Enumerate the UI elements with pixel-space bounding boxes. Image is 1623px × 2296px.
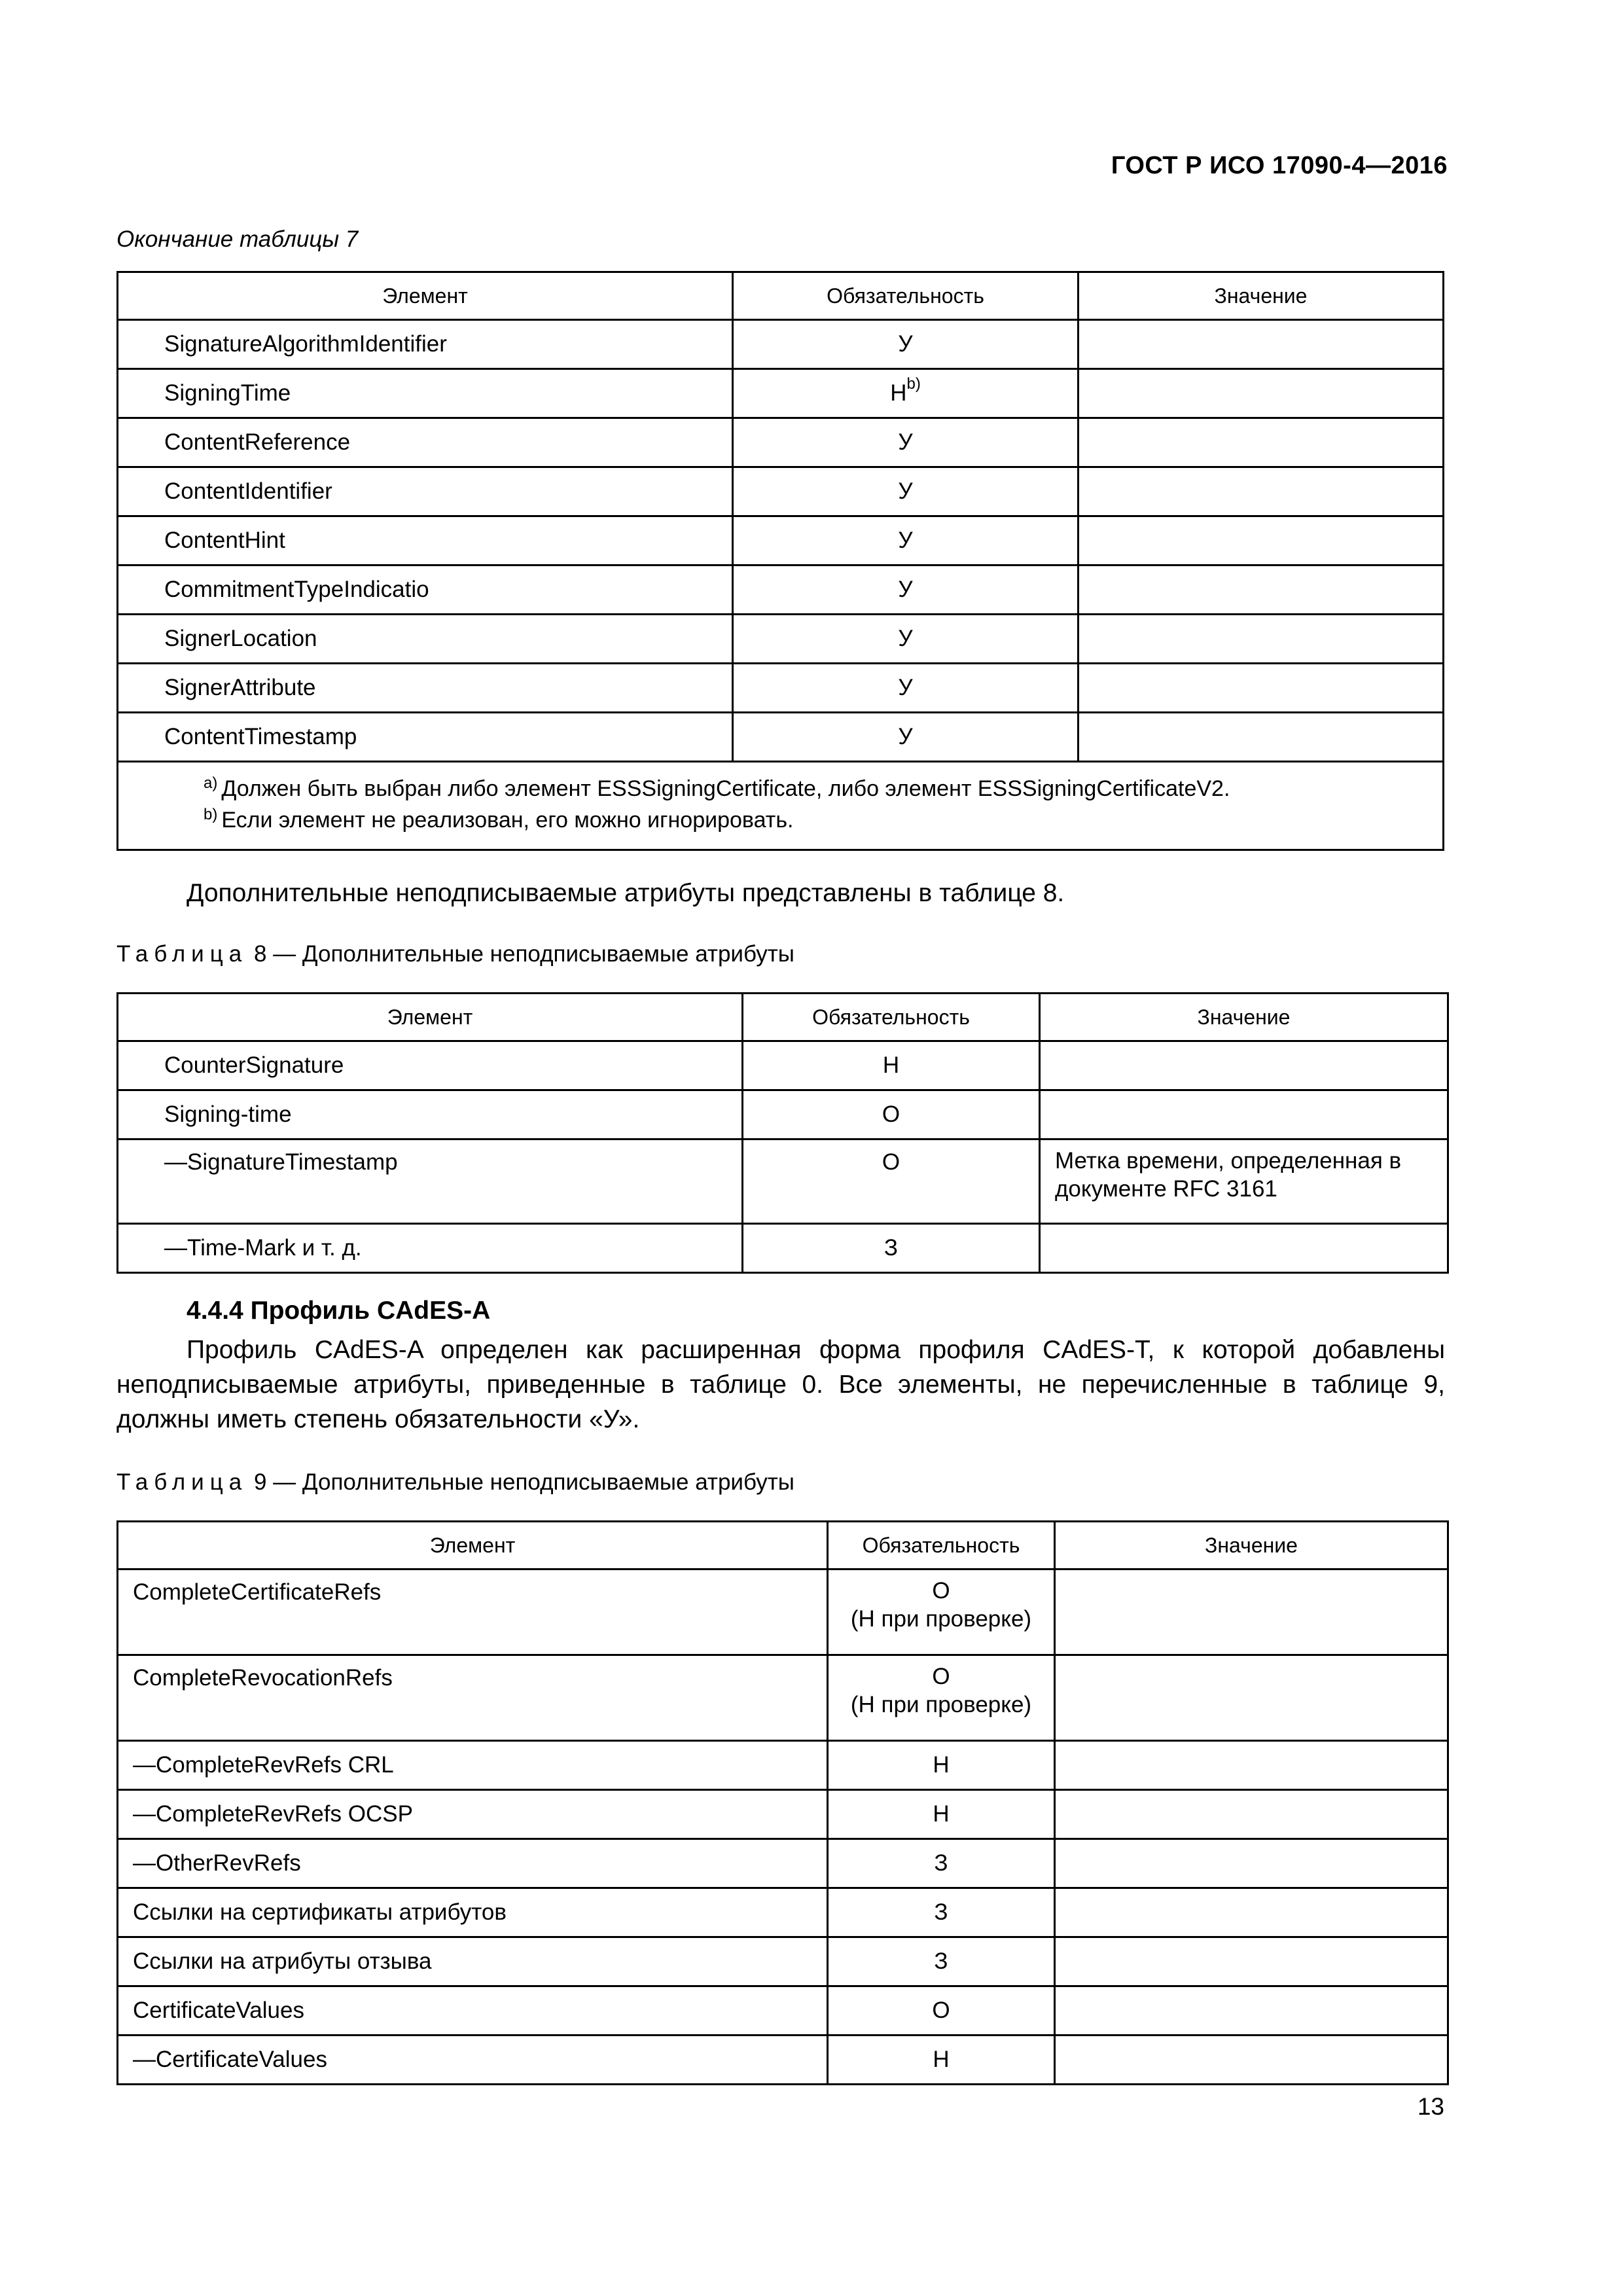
obligation-line: (Н при проверке) [850,1692,1032,1717]
footnote [204,774,1442,806]
table-row [118,713,1444,762]
column-header-obligation: Обязательность [733,272,1079,320]
table-caption [116,1469,794,1496]
element-cell: —CompleteRevRefs CRL [118,1741,828,1790]
value-cell [1040,1090,1448,1139]
element-cell: —Time-Mark и т. д. [118,1224,743,1273]
column-header-element: Элемент [118,994,743,1041]
obligation-cell [828,1570,1055,1655]
obligation-cell: У [733,713,1079,762]
footnote-mark: a) [204,774,218,792]
element-cell: CommitmentTypeIndicatio [118,565,733,615]
value-cell [1079,516,1444,565]
obligation-cell: У [733,565,1079,615]
table-9 [116,1520,1449,2085]
element-cell: ContentIdentifier [118,467,733,516]
element-cell: Ссылки на сертификаты атрибутов [118,1888,828,1937]
element-cell: ContentTimestamp [118,713,733,762]
value-line: документе RFC 3161 [1055,1176,1277,1202]
obligation-cell: Н [743,1041,1040,1090]
table-caption-word: Таблица [116,1469,248,1495]
value-line: Метка времени, определенная в [1055,1148,1402,1174]
table-row [118,1570,1448,1655]
value-cell [1079,467,1444,516]
table-7 [116,271,1444,851]
table-row [118,320,1444,369]
column-header-value: Значение [1055,1522,1448,1570]
table-notes-row [118,762,1444,850]
table-caption [116,941,794,967]
element-cell: ContentReference [118,418,733,467]
footnote-text: Если элемент не реализован, его можно игнорировать. [221,808,794,833]
element-cell: Signing-time [118,1090,743,1139]
element-cell: SignerAttribute [118,664,733,713]
obligation-line: О [932,1664,950,1689]
obligation-cell: З [828,1839,1055,1888]
value-cell [1079,615,1444,664]
value-cell [1055,2036,1448,2085]
table-row [118,1090,1448,1139]
table-row [118,516,1444,565]
table-row [118,565,1444,615]
obligation-cell: О [743,1139,1040,1224]
obligation-cell: З [743,1224,1040,1273]
value-cell [1079,565,1444,615]
obligation-cell: У [733,615,1079,664]
value-cell [1055,1888,1448,1937]
value-cell [1079,320,1444,369]
obligation-cell: У [733,418,1079,467]
obligation-cell: З [828,1888,1055,1937]
element-cell: ContentHint [118,516,733,565]
table-row [118,369,1444,418]
table-caption-title: 9 — Дополнительные неподписываемые атрибуты [253,1469,794,1495]
obligation-text: Н [890,380,907,406]
column-header-obligation: Обязательность [743,994,1040,1041]
table-row [118,1937,1448,1986]
table-row [118,2036,1448,2085]
obligation-cell: Н [828,2036,1055,2085]
section-body: Профиль CAdES-A определен как расширенная форма профиля CAdES-T, к которой добавлены неподписываемые атрибуты, приведенные в таблице 0. Все элементы, не перечисленные в таблице 9, должны иметь степень обязательности «У». [116,1336,1445,1433]
table-header-row [118,1522,1448,1570]
table-row [118,1655,1448,1741]
table-header-row [118,272,1444,320]
value-cell [1040,1224,1448,1273]
obligation-cell: Н [828,1741,1055,1790]
value-cell [1055,1937,1448,1986]
table-row [118,1790,1448,1839]
value-cell [1040,1041,1448,1090]
table-notes [118,762,1444,850]
table-caption-title: 8 — Дополнительные неподписываемые атрибуты [253,941,794,967]
value-cell [1079,713,1444,762]
obligation-cell: У [733,320,1079,369]
footnote-text: Должен быть выбран либо элемент ESSSigningCertificate, либо элемент ESSSigningCertificateV2. [221,776,1230,801]
page-number: 13 [1417,2093,1444,2120]
value-cell [1055,1986,1448,2036]
obligation-cell: У [733,516,1079,565]
obligation-line: О [932,1578,950,1604]
value-cell [1055,1839,1448,1888]
column-header-value: Значение [1079,272,1444,320]
table-row [118,1888,1448,1937]
element-cell: SignatureAlgorithmIdentifier [118,320,733,369]
table-continuation-label: Окончание таблицы 7 [116,226,359,252]
element-cell: CertificateValues [118,1986,828,2036]
value-cell [1055,1741,1448,1790]
element-cell: —SignatureTimestamp [118,1139,743,1224]
obligation-cell: З [828,1937,1055,1986]
document-code: ГОСТ Р ИСО 17090-4—2016 [1111,152,1448,179]
element-cell: CompleteCertificateRefs [118,1570,828,1655]
table-header-row [118,994,1448,1041]
obligation-cell: У [733,664,1079,713]
value-cell [1055,1570,1448,1655]
table-row [118,1224,1448,1273]
obligation-cell: О [828,1986,1055,2036]
table-row [118,615,1444,664]
value-cell [1079,664,1444,713]
element-cell: CompleteRevocationRefs [118,1655,828,1741]
table-row [118,1986,1448,2036]
column-header-element: Элемент [118,1522,828,1570]
obligation-cell [828,1655,1055,1741]
column-header-value: Значение [1040,994,1448,1041]
table-row [118,664,1444,713]
obligation-line: (Н при проверке) [850,1606,1032,1632]
table-row [118,418,1444,467]
table-row [118,1041,1448,1090]
obligation-cell: Н [828,1790,1055,1839]
element-cell: —CompleteRevRefs OCSP [118,1790,828,1839]
obligation-cell: У [733,467,1079,516]
value-cell [1055,1655,1448,1741]
column-header-element: Элемент [118,272,733,320]
footnote [204,806,1442,837]
table-caption-word: Таблица [116,941,248,967]
value-cell [1055,1790,1448,1839]
element-cell: —OtherRevRefs [118,1839,828,1888]
element-cell: —CertificateValues [118,2036,828,2085]
table-row [118,1839,1448,1888]
element-cell: SigningTime [118,369,733,418]
table-row [118,467,1444,516]
value-cell [1079,418,1444,467]
value-cell [1040,1139,1448,1224]
element-cell: SignerLocation [118,615,733,664]
paragraph: Дополнительные неподписываемые атрибуты представлены в таблице 8. [187,879,1065,907]
footnote-mark: b) [204,806,218,823]
obligation-cell [733,369,1079,418]
table-row [118,1139,1448,1224]
section-heading: 4.4.4 Профиль CAdES-A [187,1297,491,1325]
table-row [118,1741,1448,1790]
element-cell: Ссылки на атрибуты отзыва [118,1937,828,1986]
footnote-reference: b) [906,375,921,393]
value-cell [1079,369,1444,418]
table-8 [116,992,1449,1274]
element-cell: CounterSignature [118,1041,743,1090]
column-header-obligation: Обязательность [828,1522,1055,1570]
obligation-cell: О [743,1090,1040,1139]
